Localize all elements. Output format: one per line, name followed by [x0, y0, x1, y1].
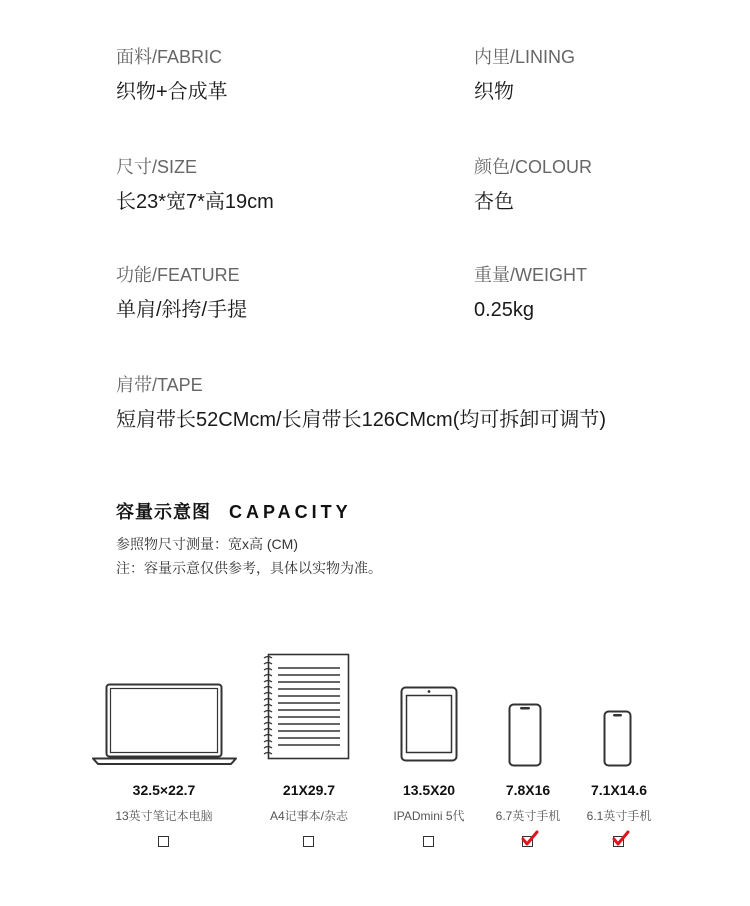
- item-dimensions: 7.1X14.6: [590, 782, 648, 798]
- spec-label: 功能/FEATURE: [116, 265, 240, 285]
- tablet-icon: [400, 686, 458, 762]
- spec-label: 内里/LINING: [474, 47, 576, 67]
- spec-value: 长23*宽7*高19cm: [116, 191, 274, 213]
- capacity-checkbox-laptop: [158, 836, 169, 847]
- spec-tape: [116, 374, 606, 432]
- spec-label: 肩带/TAPE: [116, 375, 203, 395]
- spec-value: 织物+合成革: [116, 81, 228, 103]
- capacity-checkbox-phone-61: [613, 836, 624, 847]
- item-name: 6.7英寸手机: [495, 809, 561, 823]
- capacity-item-laptop: [90, 782, 238, 824]
- spec-size: [116, 156, 274, 214]
- spec-value: 单肩/斜挎/手提: [116, 299, 248, 321]
- notebook-icon: [262, 652, 352, 762]
- spec-label: 重量/WEIGHT: [474, 265, 587, 285]
- phone-icon: [603, 710, 632, 767]
- check-mark-icon: [521, 831, 539, 847]
- item-name: A4记事本/杂志: [269, 809, 348, 823]
- capacity-item-phone-61: [574, 782, 664, 824]
- item-dimensions: 7.8X16: [505, 782, 551, 798]
- capacity-item-notebook: [244, 782, 374, 824]
- spec-value: 杏色: [474, 191, 514, 213]
- capacity-item-tablet: [374, 782, 484, 824]
- item-dimensions: 13.5X20: [402, 782, 456, 798]
- capacity-checkbox-phone-67: [522, 836, 533, 847]
- item-name: 13英寸笔记本电脑: [115, 809, 213, 823]
- capacity-note-measure: 参照物尺寸测量：宽x高 (CM): [116, 536, 298, 552]
- spec-weight: [474, 264, 587, 322]
- item-dimensions: 21X29.7: [282, 782, 336, 798]
- spec-label: 面料/FABRIC: [116, 47, 223, 67]
- spec-value: 短肩带长52CMcm/长肩带长126CMcm(均可拆卸可调节): [116, 409, 607, 431]
- spec-colour: [474, 156, 592, 214]
- check-mark-icon: [612, 831, 630, 847]
- capacity-title: [116, 498, 352, 524]
- item-dimensions: 32.5×22.7: [132, 782, 196, 798]
- capacity-item-phone-67: [484, 782, 572, 824]
- spec-value: 织物: [474, 81, 514, 103]
- phone-icon: [508, 703, 542, 767]
- spec-label: 尺寸/SIZE: [116, 157, 198, 177]
- spec-label: 颜色/COLOUR: [474, 157, 593, 177]
- spec-lining: [474, 46, 575, 104]
- spec-fabric: [116, 46, 228, 104]
- laptop-icon: [92, 683, 237, 765]
- spec-value: 0.25kg: [474, 299, 535, 321]
- item-name: 6.1英寸手机: [586, 809, 652, 823]
- capacity-title-cn: 容量示意图: [116, 502, 211, 522]
- spec-feature: [116, 264, 247, 322]
- item-name: IPADmini 5代: [393, 809, 465, 823]
- capacity-checkbox-tablet: [423, 836, 434, 847]
- capacity-note-disclaimer: 注：容量示意仅供参考，具体以实物为准。: [116, 560, 382, 576]
- capacity-title-en: CAPACITY: [229, 502, 352, 522]
- capacity-checkbox-notebook: [303, 836, 314, 847]
